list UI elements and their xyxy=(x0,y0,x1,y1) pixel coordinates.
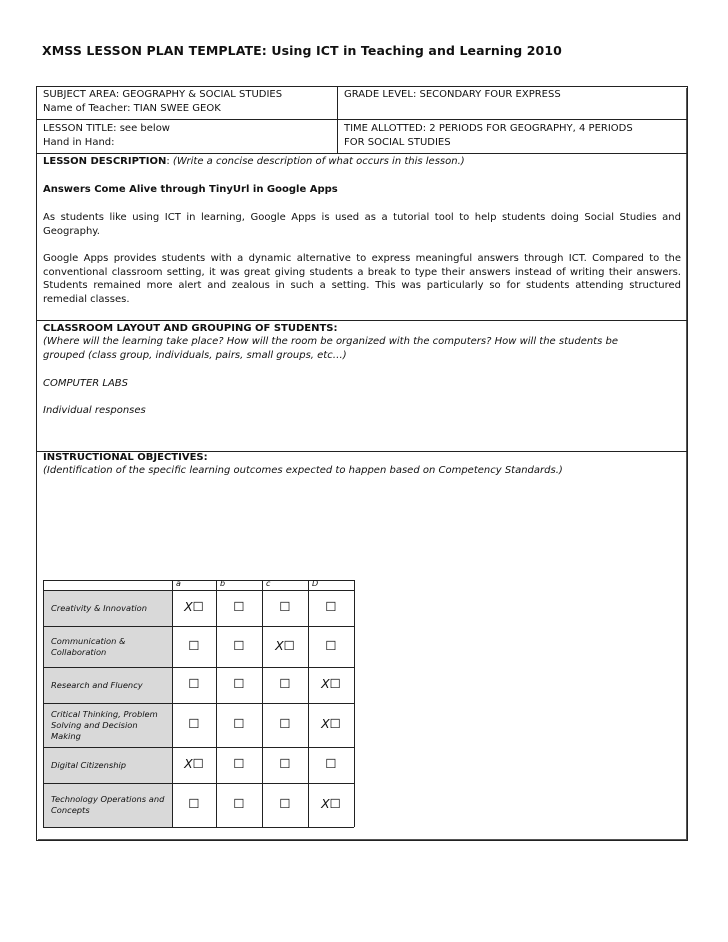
competency-grid-line xyxy=(216,580,217,827)
classroom-layout-prompt: (Where will the learning take place? How will the room be organized with the computers? How will the students be xyxy=(43,336,618,347)
competency-checkbox[interactable]: ☐ xyxy=(325,637,337,653)
row-divider xyxy=(37,119,687,120)
lesson-title: LESSON TITLE: see below xyxy=(43,123,170,134)
competency-grid-line xyxy=(172,580,173,827)
competency-grid-line xyxy=(262,580,263,827)
competency-checkbox[interactable]: X☐ xyxy=(184,599,204,614)
competency-checkbox[interactable]: X☐ xyxy=(184,756,204,771)
competency-grid-line xyxy=(308,580,309,827)
competency-row-label: Creativity & Innovation xyxy=(51,602,148,613)
competency-row-label: Digital Citizenship xyxy=(51,759,127,770)
lesson-description-label: LESSON DESCRIPTION xyxy=(43,156,167,167)
competency-grid-line xyxy=(43,827,354,828)
layout-answer-location: COMPUTER LABS xyxy=(43,378,129,389)
competency-grid-line xyxy=(43,580,44,827)
grade-level: GRADE LEVEL: SECONDARY FOUR EXPRESS xyxy=(344,89,561,100)
description-paragraph-1: As students like using ICT in learning, Google Apps is used as a tutorial tool to help students doing Social Studies and Geography. xyxy=(43,212,681,237)
lesson-description-prompt: (Write a concise description of what occurs in this lesson.) xyxy=(172,156,465,167)
lesson-description-heading: LESSON DESCRIPTION: (Write a concise description of what occurs in this lesson.) xyxy=(43,156,465,167)
row-divider xyxy=(37,320,687,321)
description-paragraph-2: Google Apps provides students with a dynamic alternative to express meaningful answers through ICT. Compared to the conventional classroom setting, it was great giving students a break to type their answers instead of writing their answers. Students remained more alert and zealous in such a setting. This was particularly so for students attending structured remedial classes. xyxy=(43,253,681,305)
competency-row-label: Communication & Collaboration xyxy=(51,635,126,657)
competency-table xyxy=(43,580,361,842)
objectives-prompt: (Identification of the specific learning outcomes expected to happen based on Competency Standards.) xyxy=(43,465,563,476)
competency-checkbox[interactable]: ☐ xyxy=(279,796,291,811)
competency-checkbox[interactable]: X☐ xyxy=(321,676,341,691)
competency-row-label: Research and Fluency xyxy=(51,679,143,690)
competency-checkbox[interactable]: ☐ xyxy=(188,716,200,731)
competency-grid-line xyxy=(354,580,355,827)
competency-row-label: Technology Operations and Concepts xyxy=(51,794,165,815)
competency-checkbox[interactable]: ☐ xyxy=(233,756,245,771)
competency-checkbox[interactable]: ☐ xyxy=(325,599,337,614)
competency-checkbox[interactable]: ☐ xyxy=(188,676,200,691)
column-divider xyxy=(337,87,338,153)
lesson-subtitle: Answers Come Alive through TinyUrl in Google Apps xyxy=(43,184,338,195)
competency-checkbox[interactable]: ☐ xyxy=(233,676,245,691)
time-allotted-cont: FOR SOCIAL STUDIES xyxy=(344,137,451,148)
document-title: XMSS LESSON PLAN TEMPLATE: Using ICT in Teaching and Learning 2010 xyxy=(42,43,562,58)
time-allotted: TIME ALLOTTED: 2 PERIODS FOR GEOGRAPHY, 4 PERIODS xyxy=(344,123,633,134)
competency-row-label: Critical Thinking, Problem Solving and Decision Making xyxy=(51,708,158,741)
classroom-layout-heading: CLASSROOM LAYOUT AND GROUPING OF STUDENTS: xyxy=(43,323,338,334)
competency-column-header: b xyxy=(220,579,226,588)
competency-checkbox[interactable]: X☐ xyxy=(321,716,341,731)
competency-checkbox[interactable]: ☐ xyxy=(233,796,245,811)
competency-column-header: a xyxy=(176,579,181,588)
objectives-heading: INSTRUCTIONAL OBJECTIVES: xyxy=(43,452,208,463)
competency-checkbox[interactable]: ☐ xyxy=(188,637,200,653)
competency-checkbox[interactable]: ☐ xyxy=(279,756,291,771)
competency-checkbox[interactable]: ☐ xyxy=(279,599,291,614)
competency-checkbox[interactable]: X☐ xyxy=(275,637,295,653)
competency-checkbox[interactable]: ☐ xyxy=(233,599,245,614)
competency-checkbox[interactable]: ☐ xyxy=(279,676,291,691)
competency-column-header: c xyxy=(266,579,271,588)
subject-area: SUBJECT AREA: GEOGRAPHY & SOCIAL STUDIES xyxy=(43,89,283,100)
hand-in-hand: Hand in Hand: xyxy=(43,137,115,148)
row-divider xyxy=(37,153,687,154)
competency-checkbox[interactable]: ☐ xyxy=(325,756,337,771)
competency-column-header: D xyxy=(312,579,319,588)
competency-checkbox[interactable]: ☐ xyxy=(233,637,245,653)
classroom-layout-prompt-cont: grouped (class group, individuals, pairs, small groups, etc…) xyxy=(43,350,347,361)
competency-checkbox[interactable]: X☐ xyxy=(321,796,341,811)
competency-checkbox[interactable]: ☐ xyxy=(233,716,245,731)
layout-answer-grouping: Individual responses xyxy=(43,405,146,416)
teacher-name: Name of Teacher: TIAN SWEE GEOK xyxy=(43,103,221,114)
competency-checkbox[interactable]: ☐ xyxy=(279,716,291,731)
competency-checkbox[interactable]: ☐ xyxy=(188,796,200,811)
lesson-plan-table xyxy=(36,86,688,841)
